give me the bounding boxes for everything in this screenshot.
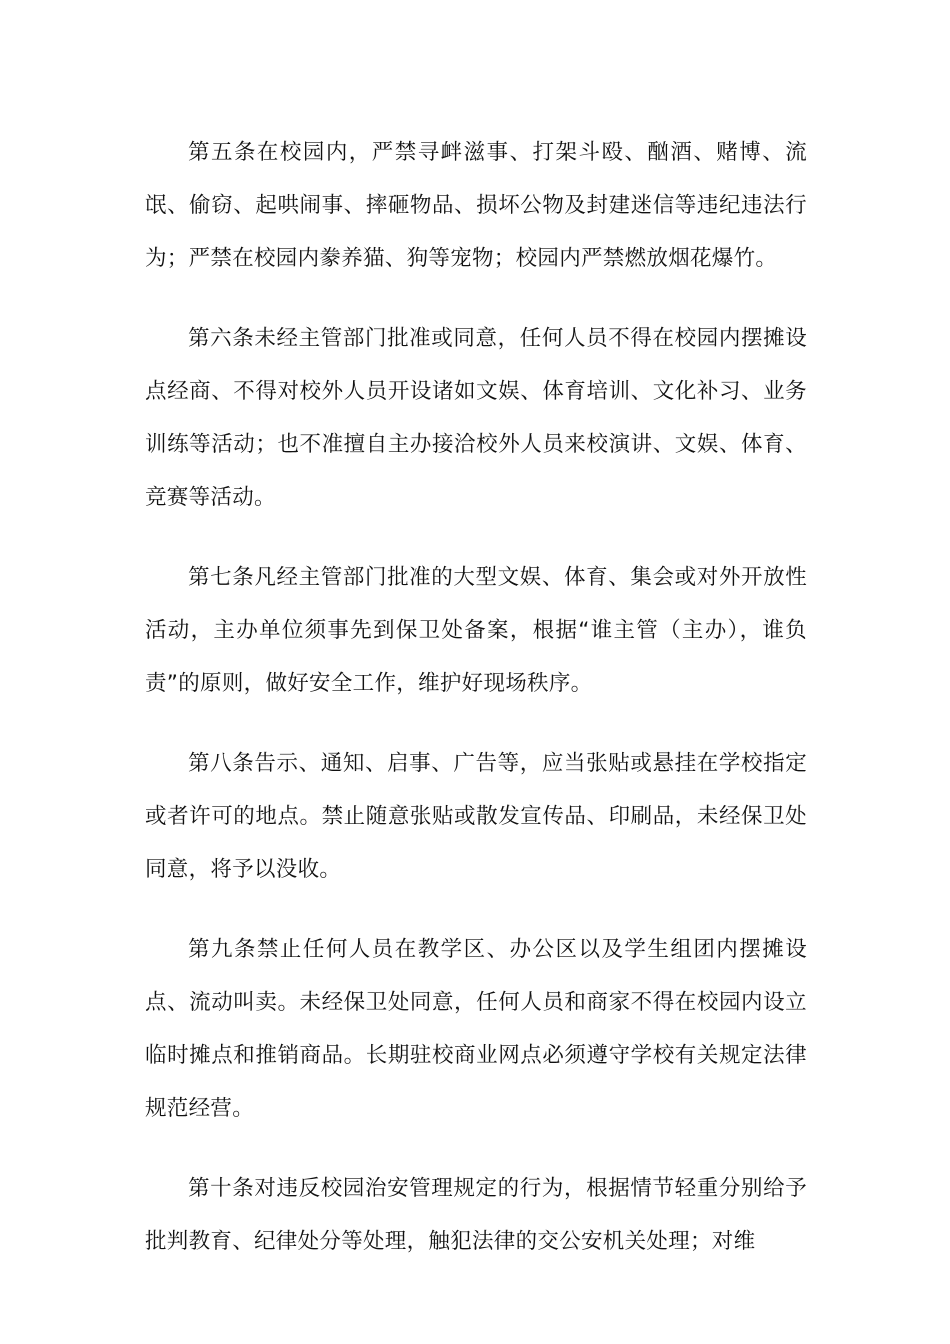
article-10: 第十条对违反校园治安管理规定的行为，根据情节轻重分别给予批判教育、纪律处分等处理，触犯法律的交公安机关处理；对维 bbox=[145, 1176, 807, 1254]
article-8: 第八条告示、通知、启事、广告等，应当张贴或悬挂在学校指定或者许可的地点。禁止随意张贴或散发宣传品、印刷品，未经保卫处同意，将予以没收。 bbox=[145, 751, 807, 882]
article-7: 第七条凡经主管部门批准的大型文娱、体育、集会或对外开放性活动，主办单位须事先到保卫处备案，根据“谁主管（主办），谁负责”的原则，做好安全工作，维护好现场秩序。 bbox=[145, 565, 807, 696]
document-body bbox=[145, 126, 807, 1295]
article-6: 第六条未经主管部门批准或同意，任何人员不得在校园内摆摊设点经商、不得对校外人员开设诸如文娱、体育培训、文化补习、业务训练等活动；也不准擅自主办接洽校外人员来校演讲、文娱、体育、竞赛等活动。 bbox=[145, 326, 807, 510]
article-5: 第五条在校园内，严禁寻衅滋事、打架斗殴、酗酒、赌博、流氓、偷窃、起哄闹事、摔砸物品、损坏公物及封建迷信等违纪违法行为；严禁在校园内豢养猫、狗等宠物；校园内严禁燃放烟花爆竹。 bbox=[145, 140, 807, 271]
article-9: 第九条禁止任何人员在教学区、办公区以及学生组团内摆摊设点、流动叫卖。未经保卫处同意，任何人员和商家不得在校园内设立临时摊点和推销商品。长期驻校商业网点必须遵守学校有关规定法律规范经营。 bbox=[145, 937, 807, 1121]
